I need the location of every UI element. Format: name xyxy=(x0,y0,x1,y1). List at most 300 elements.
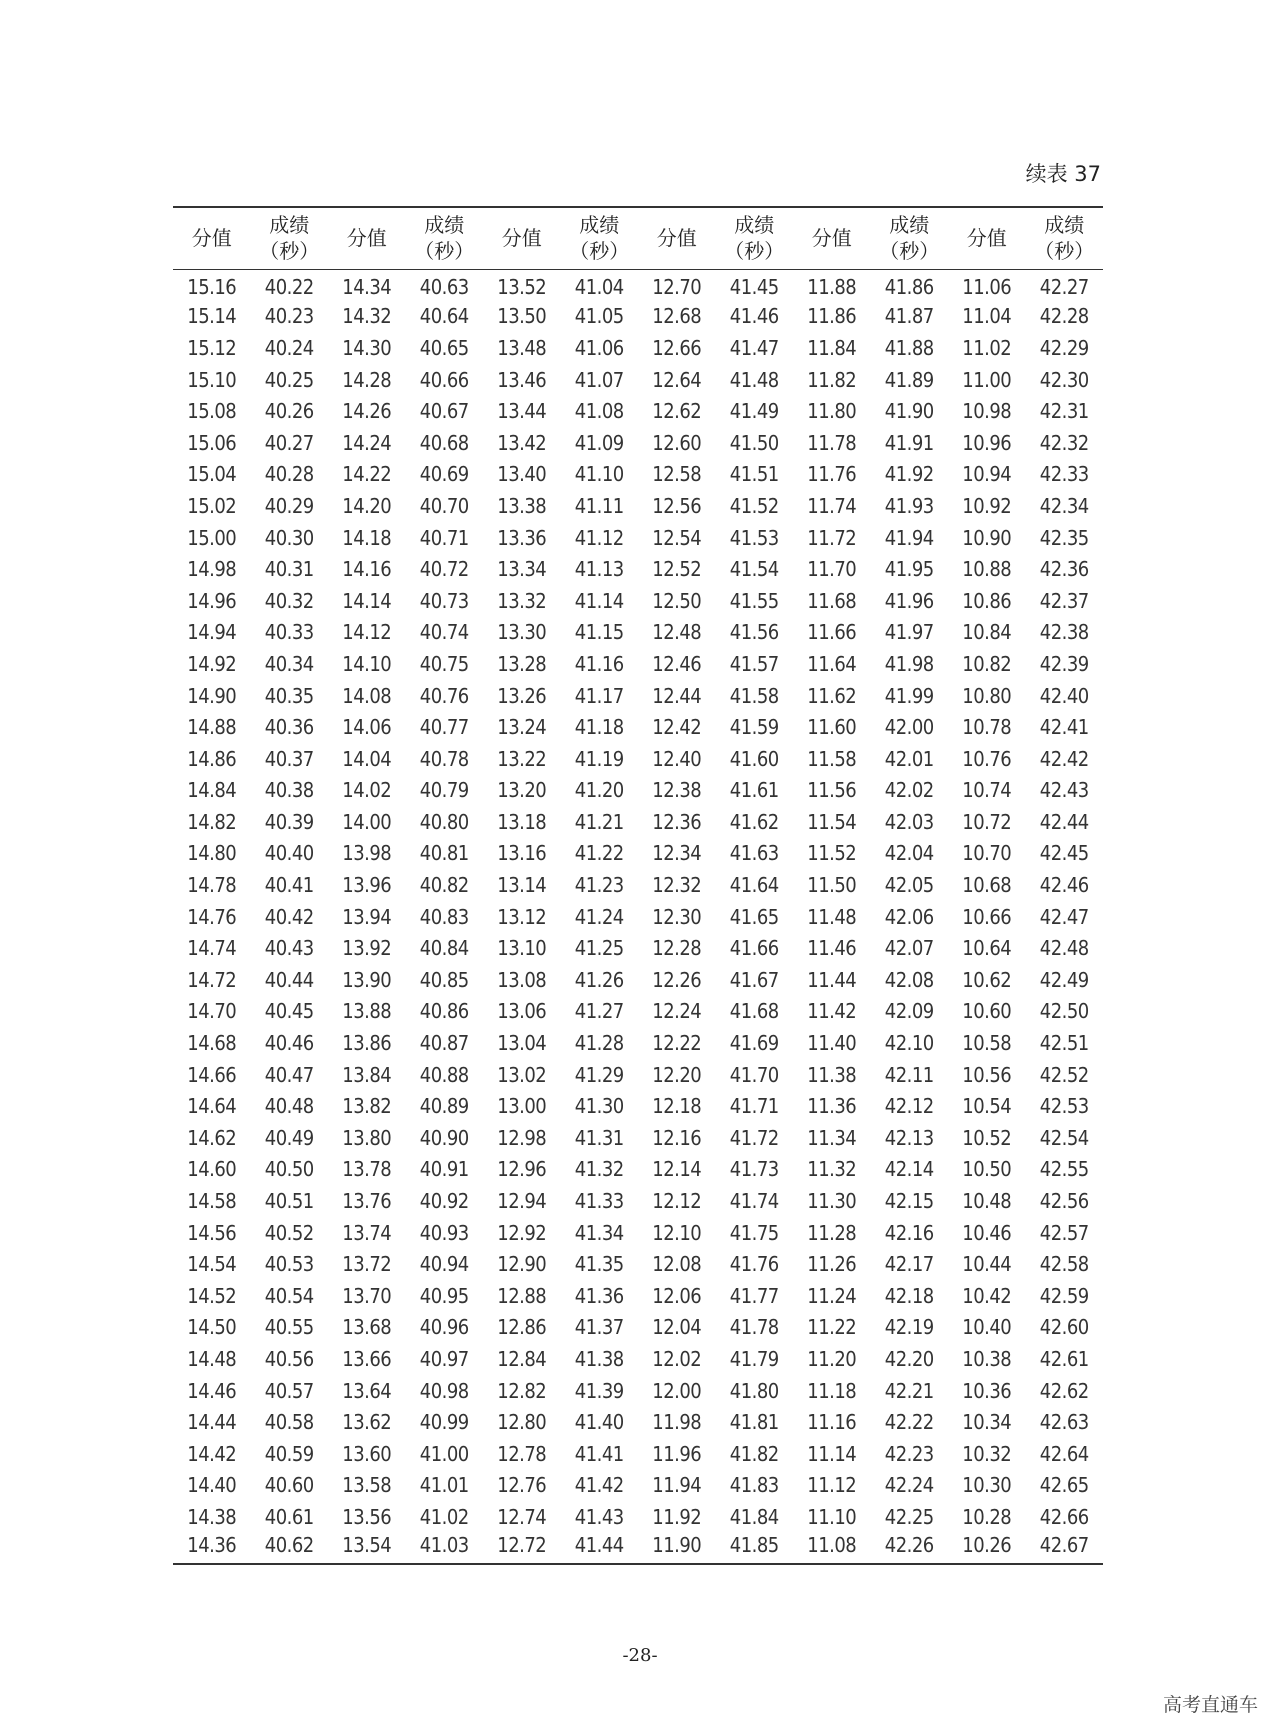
table-row xyxy=(173,964,1103,996)
time-cell: 42.52 xyxy=(1039,1062,1089,1087)
time-cell: 42.51 xyxy=(1039,1031,1089,1056)
time-cell: 41.91 xyxy=(884,430,934,455)
table-row xyxy=(173,1438,1103,1470)
time-cell: 42.27 xyxy=(1039,275,1089,300)
time-cell: 40.59 xyxy=(264,1441,314,1466)
time-cell: 40.28 xyxy=(264,462,314,487)
time-cell: 40.74 xyxy=(419,620,469,645)
time-cell: 41.49 xyxy=(729,399,779,424)
header-score: 分值 xyxy=(483,207,561,269)
time-cell: 41.22 xyxy=(574,841,624,866)
score-cell: 11.30 xyxy=(807,1189,857,1214)
header-time: 成绩 （秒） xyxy=(561,207,639,269)
time-cell: 41.76 xyxy=(729,1252,779,1277)
table-row xyxy=(173,1154,1103,1186)
time-cell: 42.53 xyxy=(1039,1094,1089,1119)
score-cell: 12.76 xyxy=(497,1473,547,1498)
time-cell: 42.45 xyxy=(1039,841,1089,866)
table-row xyxy=(173,427,1103,459)
time-cell: 40.27 xyxy=(264,430,314,455)
time-cell: 42.08 xyxy=(884,967,934,992)
time-cell: 41.57 xyxy=(729,651,779,676)
time-cell: 40.48 xyxy=(264,1094,314,1119)
table-row xyxy=(173,1027,1103,1059)
table-row xyxy=(173,490,1103,522)
score-cell: 12.20 xyxy=(652,1062,702,1087)
score-cell: 14.52 xyxy=(187,1283,237,1308)
header-time: 成绩 （秒） xyxy=(1026,207,1104,269)
time-cell: 42.49 xyxy=(1039,967,1089,992)
score-cell: 12.56 xyxy=(652,493,702,518)
score-cell: 11.46 xyxy=(807,936,857,961)
time-cell: 40.85 xyxy=(419,967,469,992)
score-cell: 11.98 xyxy=(652,1410,702,1435)
score-cell: 10.78 xyxy=(962,715,1012,740)
time-cell: 40.29 xyxy=(264,493,314,518)
time-cell: 40.95 xyxy=(419,1283,469,1308)
time-cell: 42.07 xyxy=(884,936,934,961)
time-cell: 41.81 xyxy=(729,1410,779,1435)
time-cell: 40.38 xyxy=(264,778,314,803)
score-cell: 10.36 xyxy=(962,1378,1012,1403)
time-cell: 41.66 xyxy=(729,936,779,961)
score-cell: 10.74 xyxy=(962,778,1012,803)
table-row xyxy=(173,743,1103,775)
time-cell: 42.42 xyxy=(1039,746,1089,771)
score-cell: 14.92 xyxy=(187,651,237,676)
score-cell: 11.68 xyxy=(807,588,857,613)
score-cell: 11.28 xyxy=(807,1220,857,1245)
score-cell: 10.30 xyxy=(962,1473,1012,1498)
score-cell: 14.62 xyxy=(187,1125,237,1150)
time-cell: 42.31 xyxy=(1039,399,1089,424)
score-cell: 13.30 xyxy=(497,620,547,645)
time-cell: 42.02 xyxy=(884,778,934,803)
time-cell: 41.67 xyxy=(729,967,779,992)
score-cell: 14.16 xyxy=(342,557,392,582)
score-cell: 13.82 xyxy=(342,1094,392,1119)
score-cell: 11.16 xyxy=(807,1410,857,1435)
score-cell: 13.32 xyxy=(497,588,547,613)
time-cell: 42.20 xyxy=(884,1346,934,1371)
time-cell: 41.87 xyxy=(884,304,934,329)
score-cell: 13.76 xyxy=(342,1189,392,1214)
score-cell: 12.92 xyxy=(497,1220,547,1245)
score-cell: 14.94 xyxy=(187,620,237,645)
score-cell: 12.46 xyxy=(652,651,702,676)
time-cell: 40.51 xyxy=(264,1189,314,1214)
score-cell: 10.50 xyxy=(962,1157,1012,1182)
score-cell: 12.60 xyxy=(652,430,702,455)
time-cell: 42.06 xyxy=(884,904,934,929)
time-cell: 40.91 xyxy=(419,1157,469,1182)
score-cell: 11.82 xyxy=(807,367,857,392)
time-cell: 41.68 xyxy=(729,999,779,1024)
time-cell: 40.68 xyxy=(419,430,469,455)
time-cell: 40.96 xyxy=(419,1315,469,1340)
time-cell: 40.70 xyxy=(419,493,469,518)
time-cell: 40.24 xyxy=(264,335,314,360)
score-cell: 13.68 xyxy=(342,1315,392,1340)
time-cell: 41.04 xyxy=(574,275,624,300)
score-cell: 11.08 xyxy=(793,1533,871,1565)
score-cell: 14.80 xyxy=(187,841,237,866)
time-cell: 42.62 xyxy=(1039,1378,1089,1403)
score-cell: 15.00 xyxy=(187,525,237,550)
table-row xyxy=(173,711,1103,743)
time-cell: 41.05 xyxy=(574,304,624,329)
time-cell: 41.93 xyxy=(884,493,934,518)
time-cell: 42.13 xyxy=(884,1125,934,1150)
table-row xyxy=(173,806,1103,838)
table-row xyxy=(173,1280,1103,1312)
score-cell: 13.12 xyxy=(497,904,547,929)
time-cell: 40.64 xyxy=(419,304,469,329)
score-cell: 10.32 xyxy=(962,1441,1012,1466)
score-cell: 11.24 xyxy=(807,1283,857,1308)
score-cell: 14.34 xyxy=(342,275,392,300)
score-cell: 10.94 xyxy=(962,462,1012,487)
table-row xyxy=(173,332,1103,364)
score-cell: 10.62 xyxy=(962,967,1012,992)
time-cell: 40.32 xyxy=(264,588,314,613)
score-cell: 12.44 xyxy=(652,683,702,708)
time-cell: 40.58 xyxy=(264,1410,314,1435)
score-cell: 11.44 xyxy=(807,967,857,992)
score-cell: 10.70 xyxy=(962,841,1012,866)
score-cell: 14.70 xyxy=(187,999,237,1024)
time-cell: 41.56 xyxy=(729,620,779,645)
score-cell: 14.86 xyxy=(187,746,237,771)
time-cell: 42.25 xyxy=(884,1504,934,1529)
score-cell: 11.74 xyxy=(807,493,857,518)
time-cell: 41.24 xyxy=(574,904,624,929)
time-cell: 41.83 xyxy=(729,1473,779,1498)
score-cell: 14.64 xyxy=(187,1094,237,1119)
score-cell: 12.38 xyxy=(652,778,702,803)
table-row xyxy=(173,364,1103,396)
table-row xyxy=(173,585,1103,617)
time-cell: 42.21 xyxy=(884,1378,934,1403)
time-cell: 42.22 xyxy=(884,1410,934,1435)
score-cell: 13.46 xyxy=(497,367,547,392)
time-cell: 42.18 xyxy=(884,1283,934,1308)
table-row xyxy=(173,269,1103,301)
score-cell: 12.18 xyxy=(652,1094,702,1119)
time-cell: 40.88 xyxy=(419,1062,469,1087)
time-cell: 42.56 xyxy=(1039,1189,1089,1214)
time-cell: 40.73 xyxy=(419,588,469,613)
time-cell: 41.75 xyxy=(729,1220,779,1245)
time-cell: 41.98 xyxy=(884,651,934,676)
time-cell: 41.32 xyxy=(574,1157,624,1182)
time-cell: 42.14 xyxy=(884,1157,934,1182)
time-cell: 41.54 xyxy=(729,557,779,582)
time-cell: 40.79 xyxy=(419,778,469,803)
score-cell: 11.78 xyxy=(807,430,857,455)
table-header xyxy=(173,207,1103,269)
time-cell: 41.10 xyxy=(574,462,624,487)
score-cell: 13.04 xyxy=(497,1031,547,1056)
header-time: 成绩 （秒） xyxy=(716,207,794,269)
score-cell: 14.26 xyxy=(342,399,392,424)
time-cell: 41.94 xyxy=(884,525,934,550)
score-cell: 11.66 xyxy=(807,620,857,645)
time-cell: 40.60 xyxy=(264,1473,314,1498)
score-cell: 13.78 xyxy=(342,1157,392,1182)
score-cell: 12.24 xyxy=(652,999,702,1024)
score-cell: 13.08 xyxy=(497,967,547,992)
time-cell: 41.71 xyxy=(729,1094,779,1119)
time-cell: 40.61 xyxy=(264,1504,314,1529)
time-cell: 41.70 xyxy=(729,1062,779,1087)
time-cell: 41.43 xyxy=(574,1504,624,1529)
time-cell: 41.45 xyxy=(729,275,779,300)
score-cell: 14.72 xyxy=(187,967,237,992)
time-cell: 41.06 xyxy=(574,335,624,360)
score-cell: 13.70 xyxy=(342,1283,392,1308)
score-cell: 14.08 xyxy=(342,683,392,708)
header-score: 分值 xyxy=(328,207,406,269)
score-cell: 12.78 xyxy=(497,1441,547,1466)
score-cell: 13.10 xyxy=(497,936,547,961)
time-cell: 41.52 xyxy=(729,493,779,518)
score-cell: 11.86 xyxy=(807,304,857,329)
score-cell: 10.88 xyxy=(962,557,1012,582)
time-cell: 40.39 xyxy=(264,809,314,834)
score-cell: 12.36 xyxy=(652,809,702,834)
time-cell: 41.14 xyxy=(574,588,624,613)
time-cell: 41.18 xyxy=(574,715,624,740)
time-cell: 41.79 xyxy=(729,1346,779,1371)
time-cell: 42.03 xyxy=(884,809,934,834)
score-cell: 13.92 xyxy=(342,936,392,961)
time-cell: 40.67 xyxy=(419,399,469,424)
time-cell: 40.41 xyxy=(264,873,314,898)
score-cell: 10.96 xyxy=(962,430,1012,455)
time-cell: 41.38 xyxy=(574,1346,624,1371)
score-cell: 13.98 xyxy=(342,841,392,866)
table-row xyxy=(173,648,1103,680)
score-cell: 13.66 xyxy=(342,1346,392,1371)
time-cell: 41.15 xyxy=(574,620,624,645)
table-caption: 续表 37 xyxy=(1025,162,1101,186)
time-cell: 41.46 xyxy=(729,304,779,329)
score-cell: 10.98 xyxy=(962,399,1012,424)
time-cell: 41.77 xyxy=(729,1283,779,1308)
time-cell: 40.86 xyxy=(419,999,469,1024)
score-cell: 13.34 xyxy=(497,557,547,582)
time-cell: 40.76 xyxy=(419,683,469,708)
score-cell: 10.44 xyxy=(962,1252,1012,1277)
time-cell: 41.36 xyxy=(574,1283,624,1308)
score-cell: 13.50 xyxy=(497,304,547,329)
score-cell: 12.94 xyxy=(497,1189,547,1214)
score-cell: 12.08 xyxy=(652,1252,702,1277)
time-cell: 42.26 xyxy=(871,1533,949,1565)
score-cell: 14.74 xyxy=(187,936,237,961)
time-cell: 42.10 xyxy=(884,1031,934,1056)
score-cell: 13.14 xyxy=(497,873,547,898)
score-cell: 13.20 xyxy=(497,778,547,803)
score-cell: 11.48 xyxy=(807,904,857,929)
time-cell: 41.11 xyxy=(574,493,624,518)
time-cell: 41.39 xyxy=(574,1378,624,1403)
score-cell: 15.02 xyxy=(187,493,237,518)
score-cell: 11.36 xyxy=(807,1094,857,1119)
time-cell: 41.23 xyxy=(574,873,624,898)
time-cell: 41.03 xyxy=(406,1533,484,1565)
score-cell: 12.84 xyxy=(497,1346,547,1371)
score-cell: 12.02 xyxy=(652,1346,702,1371)
time-cell: 41.51 xyxy=(729,462,779,487)
score-cell: 11.22 xyxy=(807,1315,857,1340)
time-cell: 42.32 xyxy=(1039,430,1089,455)
table-row xyxy=(173,617,1103,649)
score-cell: 15.12 xyxy=(187,335,237,360)
score-table xyxy=(173,206,1103,1565)
time-cell: 41.47 xyxy=(729,335,779,360)
time-cell: 40.84 xyxy=(419,936,469,961)
score-cell: 13.00 xyxy=(497,1094,547,1119)
time-cell: 40.31 xyxy=(264,557,314,582)
score-cell: 11.88 xyxy=(807,275,857,300)
time-cell: 42.00 xyxy=(884,715,934,740)
score-cell: 12.34 xyxy=(652,841,702,866)
score-cell: 12.48 xyxy=(652,620,702,645)
score-cell: 14.24 xyxy=(342,430,392,455)
score-cell: 13.18 xyxy=(497,809,547,834)
score-cell: 13.74 xyxy=(342,1220,392,1245)
score-cell: 13.86 xyxy=(342,1031,392,1056)
time-cell: 42.40 xyxy=(1039,683,1089,708)
score-cell: 14.98 xyxy=(187,557,237,582)
score-cell: 13.40 xyxy=(497,462,547,487)
header-score: 分值 xyxy=(793,207,871,269)
table-row xyxy=(173,1185,1103,1217)
time-cell: 42.24 xyxy=(884,1473,934,1498)
score-cell: 12.04 xyxy=(652,1315,702,1340)
time-cell: 41.44 xyxy=(561,1533,639,1565)
time-cell: 42.59 xyxy=(1039,1283,1089,1308)
time-cell: 42.17 xyxy=(884,1252,934,1277)
time-cell: 40.83 xyxy=(419,904,469,929)
table-row xyxy=(173,869,1103,901)
score-cell: 10.82 xyxy=(962,651,1012,676)
score-cell: 13.48 xyxy=(497,335,547,360)
score-cell: 15.10 xyxy=(187,367,237,392)
time-cell: 41.85 xyxy=(716,1533,794,1565)
score-cell: 13.80 xyxy=(342,1125,392,1150)
score-cell: 15.14 xyxy=(187,304,237,329)
time-cell: 41.48 xyxy=(729,367,779,392)
time-cell: 40.94 xyxy=(419,1252,469,1277)
score-cell: 11.92 xyxy=(652,1504,702,1529)
score-cell: 11.20 xyxy=(807,1346,857,1371)
score-cell: 10.86 xyxy=(962,588,1012,613)
time-cell: 41.62 xyxy=(729,809,779,834)
score-cell: 14.06 xyxy=(342,715,392,740)
time-cell: 42.12 xyxy=(884,1094,934,1119)
time-cell: 40.82 xyxy=(419,873,469,898)
time-cell: 41.19 xyxy=(574,746,624,771)
time-cell: 41.55 xyxy=(729,588,779,613)
time-cell: 42.46 xyxy=(1039,873,1089,898)
score-cell: 13.24 xyxy=(497,715,547,740)
time-cell: 40.93 xyxy=(419,1220,469,1245)
time-cell: 41.53 xyxy=(729,525,779,550)
table-row xyxy=(173,1090,1103,1122)
time-cell: 40.89 xyxy=(419,1094,469,1119)
score-cell: 12.10 xyxy=(652,1220,702,1245)
score-cell: 14.00 xyxy=(342,809,392,834)
time-cell: 42.38 xyxy=(1039,620,1089,645)
time-cell: 42.55 xyxy=(1039,1157,1089,1182)
time-cell: 40.71 xyxy=(419,525,469,550)
score-cell: 14.58 xyxy=(187,1189,237,1214)
score-cell: 10.92 xyxy=(962,493,1012,518)
time-cell: 40.75 xyxy=(419,651,469,676)
time-cell: 41.13 xyxy=(574,557,624,582)
score-cell: 11.12 xyxy=(807,1473,857,1498)
time-cell: 41.42 xyxy=(574,1473,624,1498)
score-cell: 11.38 xyxy=(807,1062,857,1087)
time-cell: 41.74 xyxy=(729,1189,779,1214)
score-cell: 11.54 xyxy=(807,809,857,834)
score-cell: 10.48 xyxy=(962,1189,1012,1214)
time-cell: 40.65 xyxy=(419,335,469,360)
header-score: 分值 xyxy=(638,207,716,269)
score-cell: 11.76 xyxy=(807,462,857,487)
score-cell: 13.90 xyxy=(342,967,392,992)
time-cell: 41.00 xyxy=(419,1441,469,1466)
score-cell: 14.48 xyxy=(187,1346,237,1371)
score-cell: 10.40 xyxy=(962,1315,1012,1340)
time-cell: 42.54 xyxy=(1039,1125,1089,1150)
time-cell: 41.08 xyxy=(574,399,624,424)
time-cell: 41.29 xyxy=(574,1062,624,1087)
time-cell: 41.72 xyxy=(729,1125,779,1150)
time-cell: 42.66 xyxy=(1039,1504,1089,1529)
score-cell: 11.64 xyxy=(807,651,857,676)
score-cell: 10.26 xyxy=(948,1533,1026,1565)
time-cell: 41.17 xyxy=(574,683,624,708)
score-cell: 14.02 xyxy=(342,778,392,803)
time-cell: 40.77 xyxy=(419,715,469,740)
score-cell: 14.14 xyxy=(342,588,392,613)
time-cell: 41.65 xyxy=(729,904,779,929)
time-cell: 41.86 xyxy=(884,275,934,300)
time-cell: 41.82 xyxy=(729,1441,779,1466)
time-cell: 41.50 xyxy=(729,430,779,455)
time-cell: 40.53 xyxy=(264,1252,314,1277)
time-cell: 40.56 xyxy=(264,1346,314,1371)
table-row xyxy=(173,838,1103,870)
score-cell: 12.16 xyxy=(652,1125,702,1150)
score-cell: 10.52 xyxy=(962,1125,1012,1150)
time-cell: 40.90 xyxy=(419,1125,469,1150)
time-cell: 40.34 xyxy=(264,651,314,676)
time-cell: 41.20 xyxy=(574,778,624,803)
score-cell: 14.90 xyxy=(187,683,237,708)
score-cell: 14.20 xyxy=(342,493,392,518)
time-cell: 41.25 xyxy=(574,936,624,961)
score-cell: 12.86 xyxy=(497,1315,547,1340)
score-cell: 15.06 xyxy=(187,430,237,455)
time-cell: 42.47 xyxy=(1039,904,1089,929)
score-cell: 10.54 xyxy=(962,1094,1012,1119)
time-cell: 40.46 xyxy=(264,1031,314,1056)
